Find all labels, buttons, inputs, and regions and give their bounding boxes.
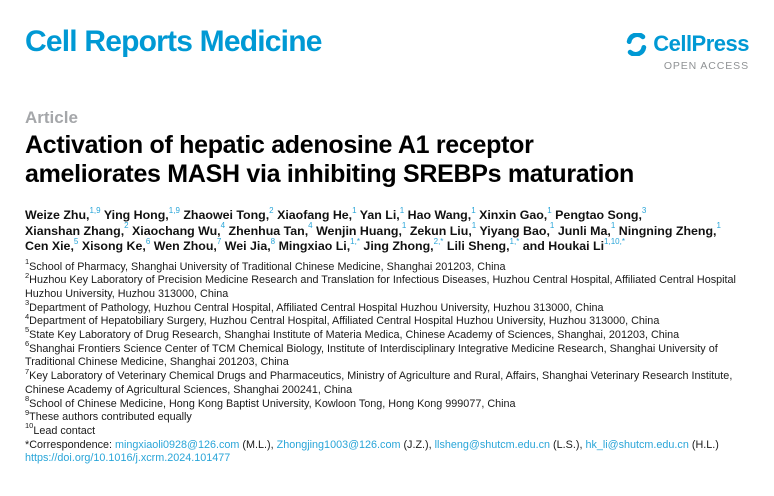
author-name: Cen Xie, [25, 239, 74, 253]
author-superscript: 3 [641, 205, 647, 215]
correspondence-label: *Correspondence: [25, 438, 116, 451]
doi-row [25, 452, 749, 466]
author-name: Zekun Liu, [409, 223, 472, 238]
author-line [25, 236, 749, 255]
author-name: Zhaowei Tong, [183, 208, 270, 222]
affiliation-item: $^1$School of Pharmacy, Shanghai University of Traditional Chinese Medicine, Shanghai 201203, China [25, 256, 506, 273]
affiliation-item: $^8$School of Chinese Medicine, Hong Kong Baptist University, Kowloon Tong, Hong Kong 999077, China [25, 393, 516, 410]
affiliation-superscript: 5 [25, 325, 30, 335]
author-superscript: 2,* [433, 236, 444, 246]
author-superscript: 1 [716, 221, 721, 231]
correspondence-email-link[interactable]: Zhongjing1003@126.com [276, 438, 401, 451]
masthead [25, 25, 749, 72]
affiliation-superscript: 4 [25, 311, 30, 321]
author-superscript: 7 [216, 236, 222, 246]
author-name: and Houkai Li [522, 239, 605, 253]
cellpress-logo [625, 25, 749, 72]
author-name: Hao Wang, [407, 208, 472, 222]
correspondence-line [25, 439, 749, 453]
correspondence-initials: (L.S.), [550, 438, 586, 451]
cellpress-logo-icon [625, 33, 648, 56]
affiliation-superscript: 7 [25, 366, 30, 376]
affiliation-item: $^6$Shanghai Frontiers Science Center of TCM Chemical Biology, Institute of Interdisciplinary Integrative Medicine Research, Shanghai University of Traditional Chinese Medicine, Shanghai 201203, China [25, 339, 718, 369]
affiliation-superscript: 3 [25, 298, 30, 308]
author-name: Yan Li, [359, 208, 400, 222]
author-name: Ningning Zheng, [618, 223, 717, 238]
affiliation-item: $^3$Department of Pathology, Huzhou Central Hospital, Affiliated Central Hospital Huzhou University, Huzhou 313000, China [25, 298, 604, 314]
affiliation-superscript: 8 [25, 393, 30, 403]
author-superscript: 1 [549, 221, 555, 231]
author-name: Wenjin Huang, [316, 223, 402, 238]
author-superscript: 1 [352, 205, 357, 215]
author-superscript: 1,9 [89, 205, 101, 215]
author-name: Junli Ma, [557, 223, 611, 238]
author-name: Pengtao Song, [555, 208, 642, 222]
correspondence-initials: (H.L.) [688, 438, 719, 451]
author-superscript: 1,* [350, 236, 360, 246]
author-name: Ying Hong, [103, 208, 169, 222]
affiliation-superscript: 10 [25, 421, 34, 431]
author-superscript: 8 [270, 236, 276, 246]
author-superscript: 1 [471, 221, 477, 231]
author-name: Zhenhua Tan, [228, 223, 309, 238]
affiliation-item: $^2$Huzhou Key Laboratory of Precision Medicine Research and Translation for Infectious Diseases, Huzhou Central Hospital, Affiliated Central Hospital Huzhou University, Huzhou 313000, China [25, 270, 736, 300]
author-superscript: 4 [220, 221, 226, 231]
author-name: Yiyang Bao, [479, 223, 550, 238]
author-name: Xiaofang He, [277, 208, 353, 222]
doi-link[interactable]: https://doi.org/10.1016/j.xcrm.2024.101477 [25, 452, 231, 465]
author-name: Jing Zhong, [363, 239, 434, 253]
author-list [25, 205, 749, 255]
author-name: Mingxiao Li, [278, 239, 351, 253]
journal-title: Cell Reports Medicine [25, 25, 322, 58]
author-name: Weize Zhu, [25, 208, 90, 222]
author-name: Lili Sheng, [446, 239, 510, 253]
author-superscript: 1 [401, 221, 407, 231]
author-superscript: 1 [471, 205, 476, 215]
author-line [25, 205, 749, 224]
author-name: Xisong Ke, [81, 239, 146, 253]
correspondence-email-link[interactable]: hk_li@shutcm.edu.cn [585, 438, 689, 451]
publisher-name: CellPress [653, 31, 749, 56]
paper-title-line1: Activation of hepatic adenosine A1 receptor [25, 131, 534, 159]
correspondence-initials: (M.L.), [239, 438, 277, 451]
author-superscript: 6 [145, 236, 151, 246]
author-name: Xinxin Gao, [479, 208, 548, 222]
affiliation-item: $^7$Key Laboratory of Veterinary Chemical Drugs and Pharmaceutics, Ministry of Agriculture and Rural, Affairs, Shanghai Veterinary Research Institute, Chinese Academy of Agricultural Sciences, Shanghai 200241, China [25, 366, 733, 396]
author-name: Xiaochang Wu, [132, 223, 221, 238]
author-name: Xianshan Zhang, [25, 223, 125, 238]
author-line [25, 221, 749, 240]
correspondence-email-link[interactable]: llsheng@shutcm.edu.cn [434, 438, 551, 451]
affiliation-superscript: 9 [25, 407, 30, 417]
affiliation-list [25, 256, 749, 439]
author-superscript: 1 [399, 205, 405, 215]
article-label: Article [25, 108, 78, 127]
paper-title [25, 131, 749, 189]
paper-title-line2: ameliorates MASH via inhibiting SREBPs maturation [25, 160, 635, 188]
author-superscript: 1 [610, 221, 616, 231]
correspondence-initials: (J.Z.), [400, 438, 435, 451]
author-superscript: 2 [269, 205, 274, 215]
correspondence-email-link[interactable]: mingxiaoli0928@126.com [115, 438, 240, 451]
author-superscript: 5 [73, 236, 79, 246]
affiliation-item: $^9$These authors contributed equally [25, 407, 192, 424]
affiliation-item: $^{10}$Lead contact [25, 421, 96, 437]
author-name: Wen Zhou, [153, 239, 217, 253]
author-superscript: 1 [547, 205, 552, 215]
author-superscript: 1,* [509, 236, 520, 246]
author-superscript: 2 [124, 221, 129, 231]
affiliation-item: $^5$State Key Laboratory of Drug Research, Shanghai Institute of Materia Medica, Chinese Academy of Sciences, Shanghai, 201203, China [25, 325, 680, 342]
open-access-label: OPEN ACCESS [663, 60, 749, 72]
affiliation-superscript: 6 [25, 339, 30, 349]
affiliation-superscript: 2 [25, 270, 30, 280]
author-name: Wei Jia, [224, 239, 271, 253]
affiliation-superscript: 1 [25, 256, 30, 266]
author-superscript: 4 [308, 221, 313, 231]
author-superscript: 1,9 [168, 205, 180, 215]
author-superscript: 1,10,* [604, 236, 625, 246]
affiliation-item: $^4$Department of Hepatobiliary Surgery, Huzhou Central Hospital, Affiliated Central Hospital Huzhou University, Huzhou 313000, China [25, 311, 660, 328]
